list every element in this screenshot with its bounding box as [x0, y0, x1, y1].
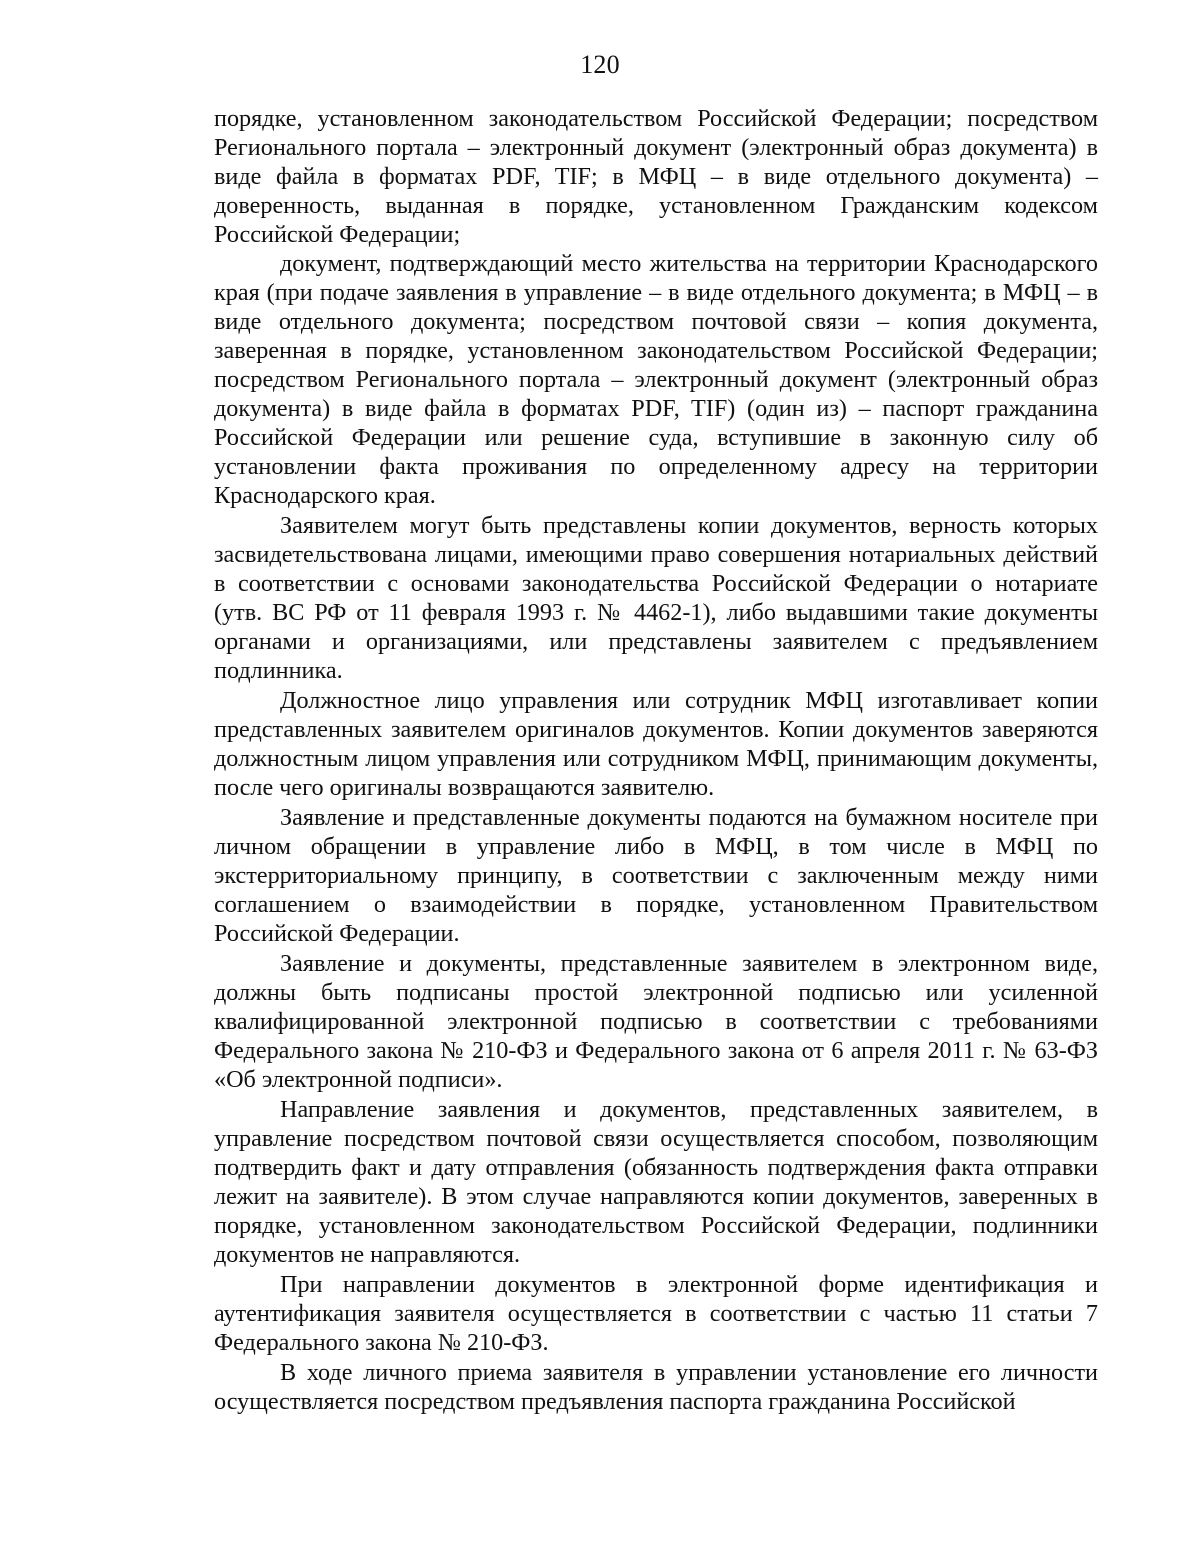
- paragraph-electronic-signature: Заявление и документы, представленные заявителем в электронном виде, должны быть подписаны простой электронной подписью или усиленной квалифицированной электронной подписью в соответствии с требованиями Федерального закона № 210-ФЗ и Федерального закона от 6 апреля 2011 г. № 63-ФЗ «Об электронной подписи».: [214, 950, 1098, 1093]
- paragraph-official-copies: Должностное лицо управления или сотрудник МФЦ изготавливает копии представленных заявителем оригиналов документов. Копии документов заверяются должностным лицом управления или сотрудником МФЦ, принимающим документы, после чего оригиналы возвращаются заявителю.: [214, 687, 1098, 801]
- paragraph-postal-submission: Направление заявления и документов, представленных заявителем, в управление посредством почтовой связи осуществляется способом, позволяющим подтвердить факт и дату отправления (обязанность подтверждения факта отправки лежит на заявителе). В этом случае направляются копии документов, заверенных в порядке, установленном законодательством Российской Федерации, подлинники документов не направляются.: [214, 1096, 1098, 1268]
- paragraph-power-of-attorney-continuation: порядке, установленном законодательством Российской Федерации; посредством Регионального портала – электронный документ (электронный образ документа) в виде файла в форматах PDF, TIF; в МФЦ – в виде отдельного документа) – доверенность, выданная в порядке, установленном Гражданским кодексом Российской Федерации;: [214, 105, 1098, 248]
- paragraph-paper-submission: Заявление и представленные документы подаются на бумажном носителе при личном обращении в управление либо в МФЦ, в том числе в МФЦ по экстерриториальному принципу, в соответствии с заключенным между ними соглашением о взаимодействии в порядке, установленном Правительством Российской Федерации.: [214, 804, 1098, 947]
- paragraph-certified-copies: Заявителем могут быть представлены копии документов, верность которых засвидетельствована лицами, имеющими право совершения нотариальных действий в соответствии с основами законодательства Российской Федерации о нотариате (утв. ВС РФ от 11 февраля 1993 г. № 4462-1), либо выдавшими такие документы органами и организациями, или представлены заявителем с предъявлением подлинника.: [214, 512, 1098, 684]
- paragraph-personal-identification: В ходе личного приема заявителя в управлении установление его личности осуществляется посредством предъявления паспорта гражданина Российской: [214, 1359, 1098, 1415]
- paragraph-electronic-identification: При направлении документов в электронной форме идентификация и аутентификация заявителя осуществляется в соответствии с частью 11 статьи 7 Федерального закона № 210-ФЗ.: [214, 1271, 1098, 1356]
- paragraph-residence-document: документ, подтверждающий место жительства на территории Краснодарского края (при подаче заявления в управление – в виде отдельного документа; в МФЦ – в виде отдельного документа; посредством почтовой связи – копия документа, заверенная в порядке, установленном законодательством Российской Федерации; посредством Регионального портала – электронный документ (электронный образ документа) в виде файла в форматах PDF, TIF) (один из) – паспорт гражданина Российской Федерации или решение суда, вступившие в законную силу об установлении факта проживания по определенному адресу на территории Краснодарского края.: [214, 250, 1098, 509]
- page-number: 120: [580, 50, 620, 79]
- document-body: [214, 104, 1098, 1416]
